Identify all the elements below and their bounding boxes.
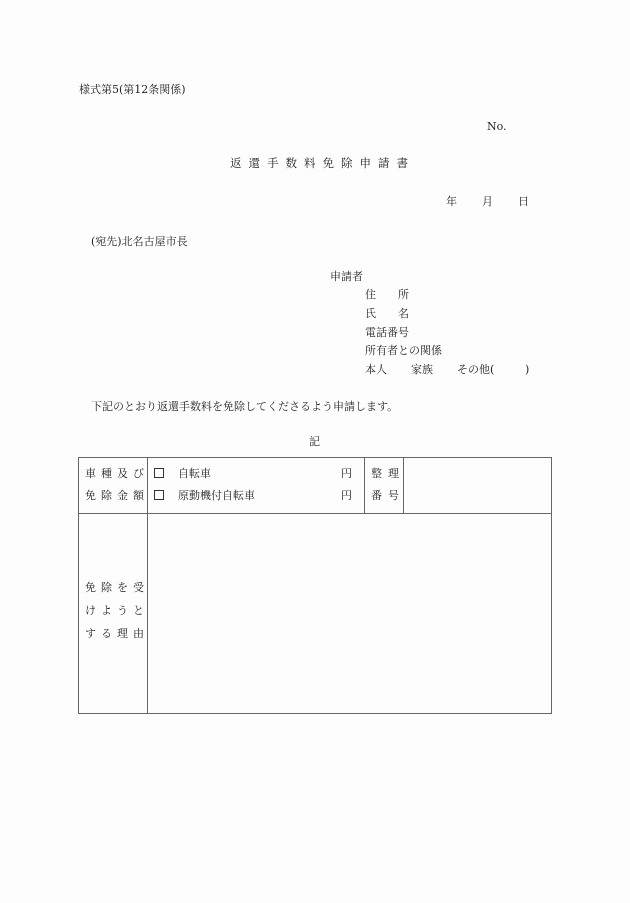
application-table [78, 457, 552, 714]
date-year: 年 [446, 195, 457, 208]
relation-other-close: ) [525, 363, 530, 376]
relation-label: 所有者との関係 [365, 344, 442, 357]
form-id: 様式第5(第12条関係) [79, 83, 186, 96]
divider [364, 458, 365, 513]
name-label [365, 305, 409, 321]
option-moped-label: 原動機付自転車 [178, 489, 255, 502]
address-label-1: 住 [365, 288, 376, 301]
document-title: 返還手数料免除申請書 [230, 156, 415, 170]
request-statement: 下記のとおり返還手数料を免除してくださるよう申請します。 [91, 400, 399, 413]
vehicle-amount-label-line1: 車種及び [85, 467, 149, 480]
address-label [365, 286, 409, 302]
name-label-2: 名 [398, 307, 409, 320]
date-day: 日 [518, 195, 529, 208]
relation-other[interactable]: その他( [457, 363, 495, 376]
vehicle-amount-label [85, 464, 149, 506]
divider [79, 513, 551, 514]
name-label-1: 氏 [365, 307, 376, 320]
option-bicycle-label: 自転車 [178, 467, 211, 480]
reason-field[interactable] [149, 515, 549, 712]
reason-label [85, 576, 149, 645]
relation-family[interactable]: 家族 [411, 363, 433, 376]
reason-label-line2: けようと [85, 604, 149, 617]
date-line [446, 193, 529, 209]
number-label: No. [487, 120, 507, 133]
date-month: 月 [482, 195, 493, 208]
ki-heading: 記 [309, 435, 320, 448]
checkbox-bicycle[interactable] [154, 468, 164, 478]
option-bicycle[interactable] [154, 464, 211, 484]
relation-options [365, 361, 529, 377]
yen-unit-moped: 円 [341, 489, 352, 502]
applicant-heading: 申請者 [330, 270, 363, 283]
address-label-2: 所 [398, 288, 409, 301]
addressee: (宛先)北名古屋市長 [91, 235, 188, 248]
checkbox-moped[interactable] [154, 490, 164, 500]
control-label-line1: 整理 [371, 467, 405, 480]
relation-self[interactable]: 本人 [365, 363, 387, 376]
yen-unit-bicycle: 円 [341, 467, 352, 480]
control-label-line2: 番号 [371, 489, 405, 502]
vehicle-amount-label-line2: 免除金額 [85, 489, 149, 502]
control-number-field[interactable] [405, 458, 550, 513]
option-moped[interactable] [154, 486, 255, 506]
reason-label-line1: 免除を受 [85, 581, 149, 594]
reason-label-line3: する理由 [85, 627, 149, 640]
phone-label: 電話番号 [365, 326, 409, 339]
